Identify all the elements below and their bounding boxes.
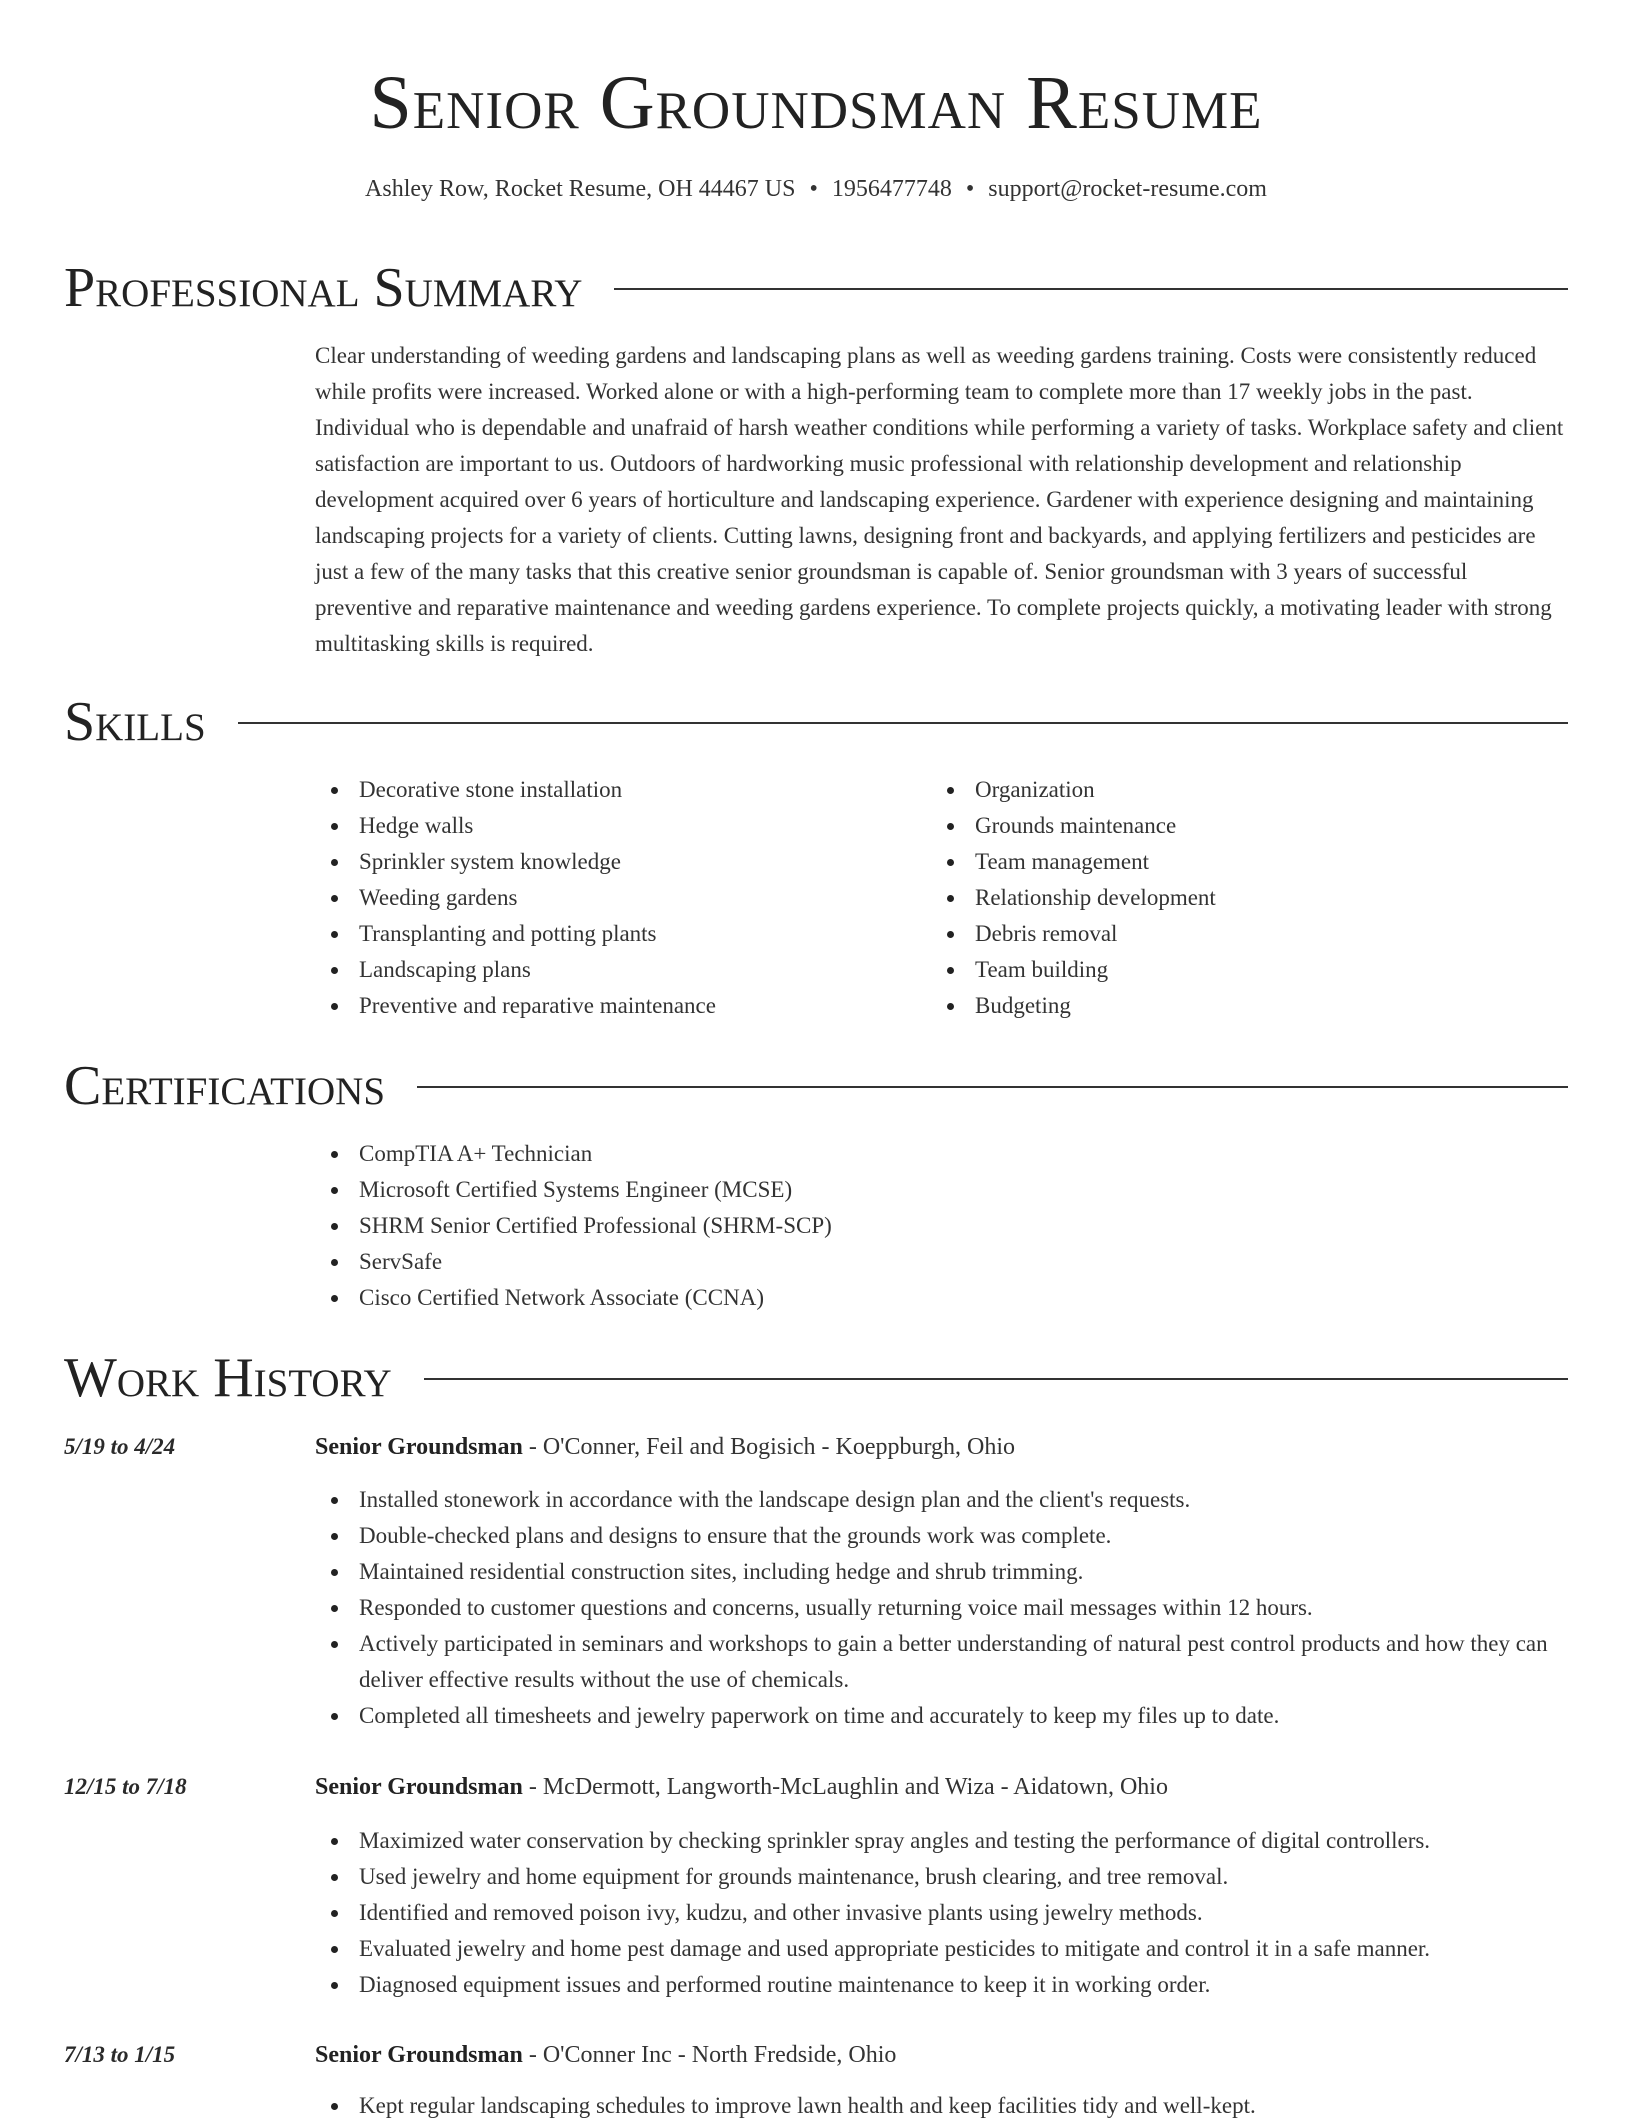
skill-item: Sprinkler system knowledge: [315, 844, 931, 880]
job-bullet: Used jewelry and home equipment for grounds maintenance, brush clearing, and tree removal.: [315, 1859, 1568, 1895]
job-role: Senior Groundsman: [315, 2042, 523, 2068]
skill-item: Weeding gardens: [315, 880, 931, 916]
skill-item: Relationship development: [931, 880, 1547, 916]
skills-column-left: [315, 772, 931, 1024]
work-section-header: [64, 1346, 1568, 1410]
section-divider: [424, 1378, 1568, 1380]
skill-item: Landscaping plans: [315, 952, 931, 988]
skill-item: Organization: [931, 772, 1547, 808]
skill-item: Debris removal: [931, 916, 1547, 952]
job-bullet: Maintained residential construction sites, including hedge and shrub trimming.: [315, 1554, 1568, 1590]
job-bullet: Identified and removed poison ivy, kudzu, and other invasive plants using jewelry methods.: [315, 1895, 1568, 1931]
email: support@rocket-resume.com: [988, 176, 1267, 202]
phone: 1956477748: [831, 176, 952, 202]
summary-heading: Professional Summary: [64, 257, 583, 319]
separator: •: [809, 176, 818, 202]
certification-item: SHRM Senior Certified Professional (SHRM-SCP): [315, 1208, 1568, 1244]
certifications-heading: Certifications: [64, 1055, 386, 1117]
job-header: [315, 1769, 1168, 1805]
section-divider: [614, 288, 1568, 290]
resume-title: Senior Groundsman Resume: [369, 61, 1263, 145]
job-bullet: Diagnosed equipment issues and performed routine maintenance to keep it in working order.: [315, 1967, 1568, 2003]
job-header: [315, 1429, 1015, 1465]
skill-item: Team building: [931, 952, 1547, 988]
job-dates: 5/19 to 4/24: [64, 1434, 176, 1459]
skill-item: Budgeting: [931, 988, 1547, 1024]
skills-column-right: [931, 772, 1547, 1024]
certification-item: CompTIA A+ Technician: [315, 1136, 1568, 1172]
job-details: - McDermott, Langworth-McLaughlin and Wiza - Aidatown, Ohio: [522, 1774, 1168, 1800]
certification-item: Cisco Certified Network Associate (CCNA): [315, 1280, 1568, 1316]
skill-item: Team management: [931, 844, 1547, 880]
work-heading: Work History: [64, 1347, 392, 1409]
job-bullet: Installed stonework in accordance with the landscape design plan and the client's requests.: [315, 1482, 1568, 1518]
certifications-section-header: [64, 1054, 1568, 1118]
job-bullets: [315, 1482, 1568, 1734]
job-bullet: Kept regular landscaping schedules to improve lawn health and keep facilities tidy and well-kept.: [315, 2088, 1568, 2124]
separator: •: [965, 176, 975, 202]
job-bullet: Responded to customer questions and concerns, usually returning voice mail messages within 12 hours.: [315, 1590, 1568, 1626]
job-details: - O'Conner, Feil and Bogisich - Koeppburgh, Ohio: [522, 1434, 1016, 1460]
job-dates: 7/13 to 1/15: [64, 2042, 176, 2067]
skill-item: Grounds maintenance: [931, 808, 1547, 844]
skill-item: Decorative stone installation: [315, 772, 931, 808]
job-bullet: Actively participated in seminars and workshops to gain a better understanding of natural pest control products and how they can deliver effective results without the use of chemicals.: [315, 1626, 1568, 1698]
job-bullet: Maximized water conservation by checking sprinkler spray angles and testing the performance of digital controllers.: [315, 1823, 1568, 1859]
skills-heading: Skills: [64, 691, 206, 753]
certification-item: Microsoft Certified Systems Engineer (MCSE): [315, 1172, 1568, 1208]
job-bullet: Evaluated jewelry and home pest damage and used appropriate pesticides to mitigate and control it in a safe manner.: [315, 1931, 1568, 1967]
skills-section-header: [64, 690, 1568, 754]
skills-list: [315, 772, 1568, 1024]
certification-item: ServSafe: [315, 1244, 1568, 1280]
skill-item: Transplanting and potting plants: [315, 916, 931, 952]
certifications-list: [315, 1136, 1568, 1316]
contact-line: [64, 172, 1568, 206]
section-divider: [417, 1086, 1568, 1088]
skill-item: Hedge walls: [315, 808, 931, 844]
job-bullets: [315, 2088, 1568, 2124]
job-bullet: Double-checked plans and designs to ensure that the grounds work was complete.: [315, 1518, 1568, 1554]
job-role: Senior Groundsman: [315, 1434, 523, 1460]
job-bullet: Completed all timesheets and jewelry paperwork on time and accurately to keep my files up to date.: [315, 1698, 1568, 1734]
section-divider: [238, 722, 1568, 724]
job-header: [315, 2037, 896, 2073]
job-bullets: [315, 1823, 1568, 2003]
skill-item: Preventive and reparative maintenance: [315, 988, 931, 1024]
address: Ashley Row, Rocket Resume, OH 44467 US: [365, 176, 796, 202]
job-details: - O'Conner Inc - North Fredside, Ohio: [522, 2042, 897, 2068]
summary-section-header: [64, 256, 1568, 320]
job-dates: 12/15 to 7/18: [64, 1774, 187, 1799]
job-role: Senior Groundsman: [315, 1774, 523, 1800]
summary-text: Clear understanding of weeding gardens and landscaping plans as well as weeding gardens training. Costs were consistently reduced while profits were increased. Worked alone or with a high-performing team to complete more than 17 weekly jobs in the past. Individual who is dependable and unafraid of harsh weather conditions while performing a variety of tasks. Workplace safety and client satisfaction are important to us. Outdoors of hardworking music professional with relationship development and relationship development acquired over 6 years of horticulture and landscaping experience. Gardener with experience designing and maintaining landscaping projects for a variety of clients. Cutting lawns, designing front and backyards, and applying fertilizers and pesticides are just a few of the many tasks that this creative senior groundsman is capable of. Senior groundsman with 3 years of successful preventive and reparative maintenance and weeding gardens experience. To complete projects quickly, a motivating leader with strong multitasking skills is required.: [315, 343, 1564, 656]
